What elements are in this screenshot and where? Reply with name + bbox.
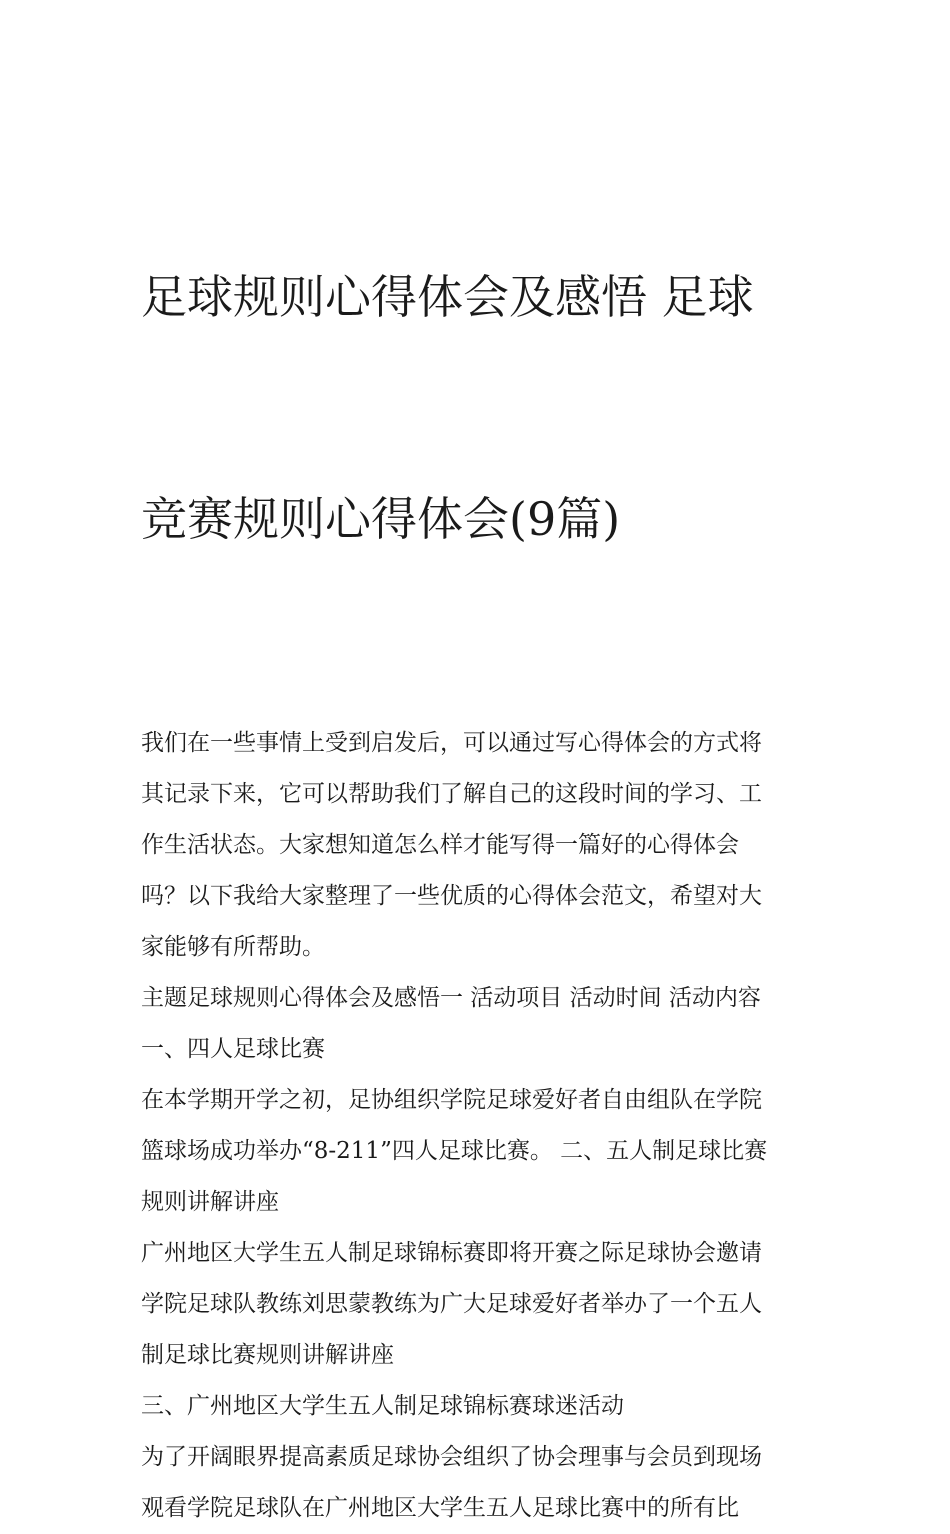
body-line: 篮球场成功举办“8-211”四人足球比赛。 二、五人制足球比赛 <box>141 1138 768 1164</box>
body-line: 规则讲解讲座 <box>141 1189 279 1215</box>
title-line: 足球规则心得体会及感悟 足球 <box>141 270 754 324</box>
body-line: 观看学院足球队在广州地区大学生五人足球比赛中的所有比 <box>141 1495 739 1521</box>
body-line: 为了开阔眼界提高素质足球协会组织了协会理事与会员到现场 <box>141 1444 762 1470</box>
body-line: 广州地区大学生五人制足球锦标赛即将开赛之际足球协会邀请 <box>141 1240 762 1266</box>
body-line: 作生活状态。大家想知道怎么样才能写得一篇好的心得体会 <box>141 832 739 858</box>
title-line: 竞赛规则心得体会(9篇) <box>141 492 621 546</box>
body-line: 学院足球队教练刘思蒙教练为广大足球爱好者举办了一个五人 <box>141 1291 762 1317</box>
body-line: 我们在一些事情上受到启发后，可以通过写心得体会的方式将 <box>141 730 762 756</box>
subheading-line: 三、广州地区大学生五人制足球锦标赛球迷活动 <box>141 1393 624 1419</box>
body-line: 其记录下来，它可以帮助我们了解自己的这段时间的学习、工 <box>141 781 762 807</box>
section-heading-line: 主题足球规则心得体会及感悟一 活动项目 活动时间 活动内容 <box>141 985 761 1011</box>
document-title <box>141 112 813 704</box>
subheading-line: 一、四人足球比赛 <box>141 1036 325 1062</box>
body-line: 吗？以下我给大家整理了一些优质的心得体会范文，希望对大 <box>141 883 762 909</box>
document-page <box>141 112 813 1534</box>
body-line: 制足球比赛规则讲解讲座 <box>141 1342 394 1368</box>
body-line: 在本学期开学之初，足协组织学院足球爱好者自由组队在学院 <box>141 1087 762 1113</box>
document-body <box>141 718 813 1534</box>
body-line: 家能够有所帮助。 <box>141 934 325 960</box>
